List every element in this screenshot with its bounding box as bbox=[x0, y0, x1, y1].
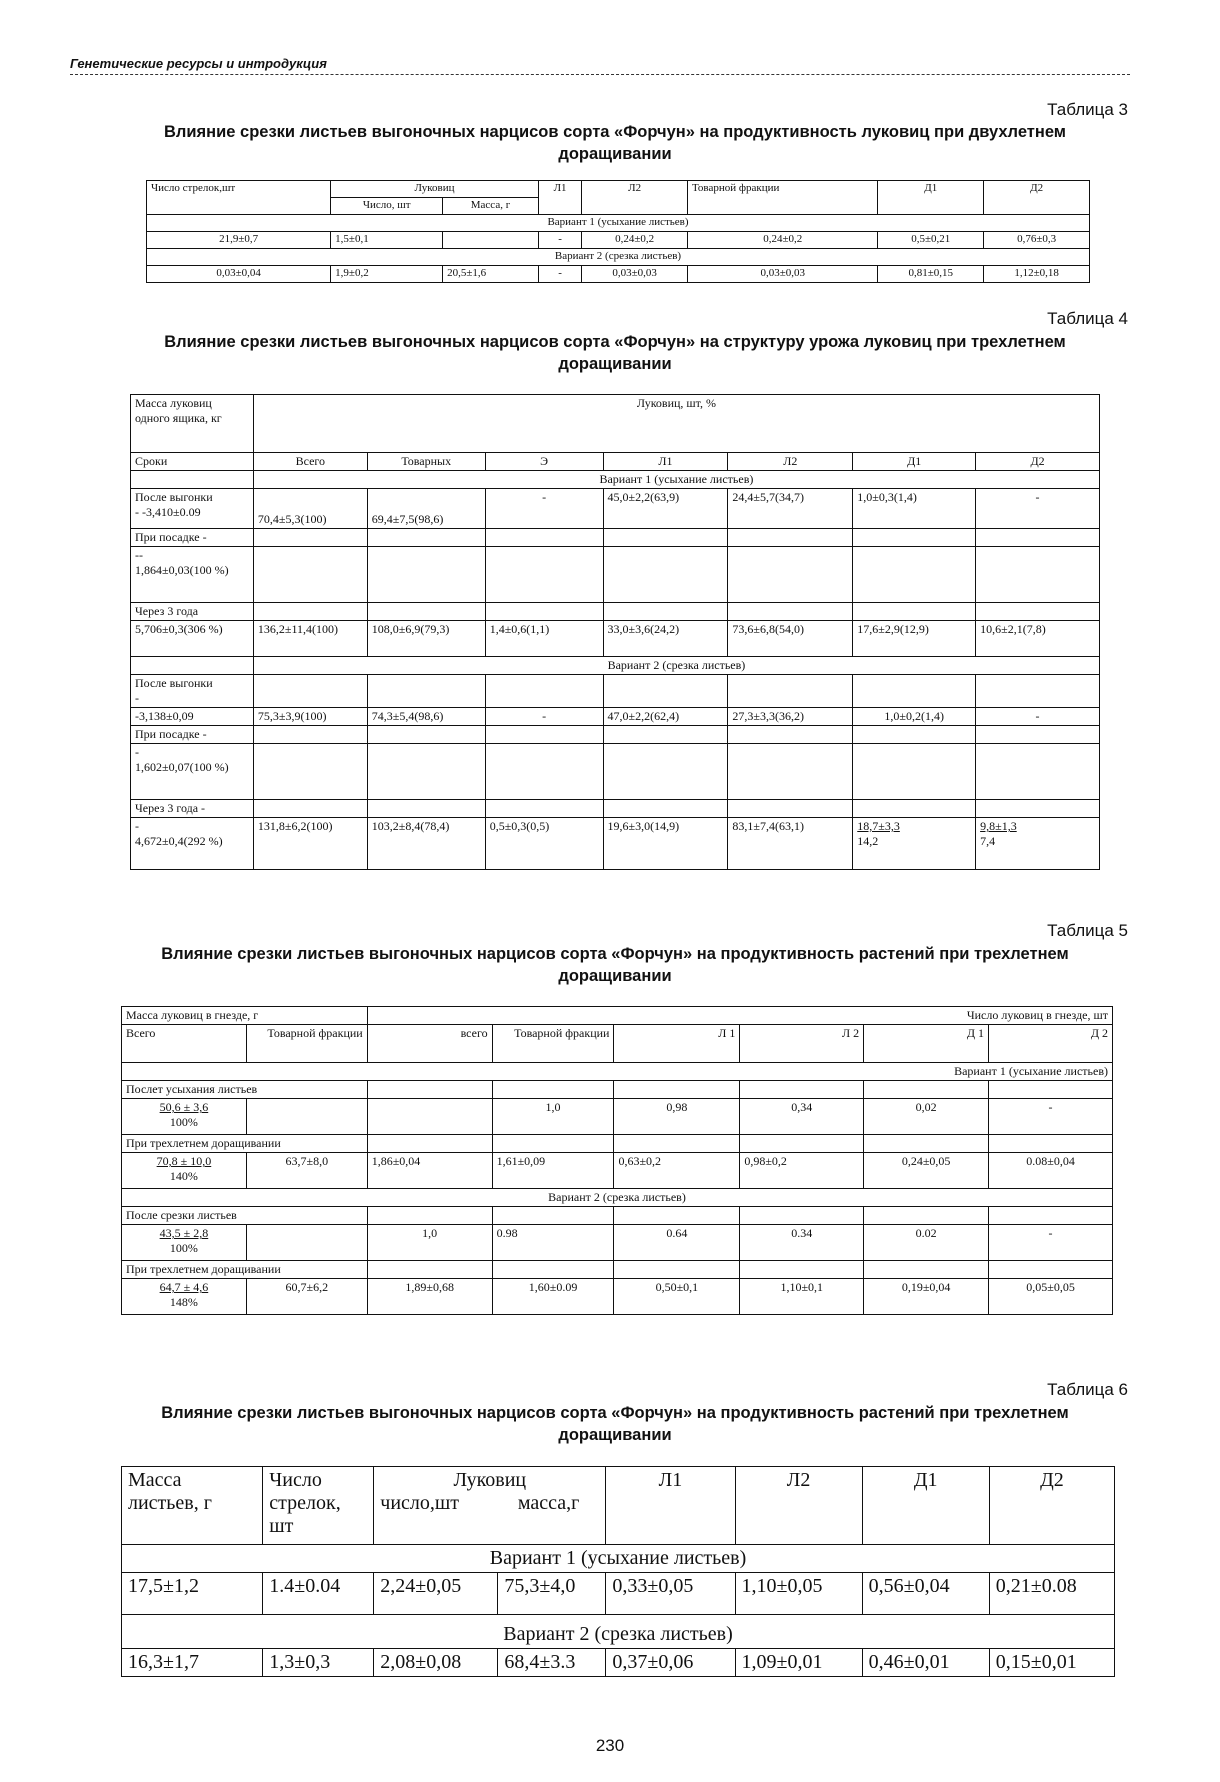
table-cell: 1,10±0,1 bbox=[740, 1279, 864, 1315]
t4-h-vsego: Всего bbox=[253, 453, 367, 471]
t5-h-tovar1: Товарной фракции bbox=[246, 1025, 367, 1063]
t3-h-strelok: Число стрелок,шт bbox=[147, 181, 331, 215]
table-cell bbox=[443, 232, 539, 249]
table-cell: 19,6±3,0(14,9) bbox=[603, 818, 728, 870]
table-cell: 1,60±0.09 bbox=[492, 1279, 614, 1315]
table-cell: - bbox=[538, 266, 581, 283]
table-cell: 70,4±5,3(100) bbox=[253, 489, 367, 529]
t6-variant1: Вариант 1 (усыхание листьев) bbox=[122, 1545, 1115, 1573]
table-cell: 0,5±0,21 bbox=[878, 232, 984, 249]
table5-title: Влияние срезки листьев выгоночных нарцисов сорта «Форчун» на продуктивность растений при трехлетнем доращивании bbox=[161, 945, 1069, 985]
table-cell: - bbox=[976, 489, 1100, 529]
table-cell: 75,3±3,9(100) bbox=[253, 708, 367, 726]
table-cell bbox=[367, 1099, 492, 1135]
table-cell: 1,09±0,01 bbox=[735, 1649, 862, 1677]
t4-h-l2: Л2 bbox=[728, 453, 853, 471]
table-cell: 1,3±0,3 bbox=[263, 1649, 374, 1677]
table-cell: 9,8±1,3 7,4 bbox=[976, 818, 1100, 870]
t4-h-d2: Д2 bbox=[976, 453, 1100, 471]
table-cell: 0,98±0,2 bbox=[740, 1153, 864, 1189]
table-cell: 1,89±0,68 bbox=[367, 1279, 492, 1315]
table-cell: 0,19±0,04 bbox=[864, 1279, 989, 1315]
t4-v1-3years-label: Через 3 года bbox=[131, 603, 254, 621]
table-cell: 18,7±3,3 14,2 bbox=[853, 818, 976, 870]
table-cell: 0,21±0.08 bbox=[989, 1573, 1114, 1615]
table-cell: 16,3±1,7 bbox=[122, 1649, 263, 1677]
t6-variant2: Вариант 2 (срезка листьев) bbox=[122, 1615, 1115, 1649]
t4-h-e: Э bbox=[485, 453, 603, 471]
table-cell: 0.34 bbox=[740, 1225, 864, 1261]
t6-h-d2: Д2 bbox=[989, 1467, 1114, 1545]
t3-h-l2: Л2 bbox=[582, 181, 688, 215]
t3-h-d1: Д1 bbox=[878, 181, 984, 215]
t4-variant1: Вариант 1 (усыхание листьев) bbox=[253, 471, 1099, 489]
table-cell: 0,03±0,03 bbox=[582, 266, 688, 283]
table-cell: 63,7±8,0 bbox=[246, 1153, 367, 1189]
t3-h-lukovits: Луковиц bbox=[331, 181, 539, 198]
table-cell: 74,3±5,4(98,6) bbox=[367, 708, 485, 726]
table-cell: 0,63±0,2 bbox=[614, 1153, 740, 1189]
t6-h-l1: Л1 bbox=[606, 1467, 735, 1545]
t3-h-tovar: Товарной фракции bbox=[688, 181, 878, 215]
table4-title: Влияние срезки листьев выгоночных нарцисов сорта «Форчун» на структуру урожа луковиц при трехлетнем доращивании bbox=[164, 333, 1066, 373]
table-cell: 0,50±0,1 bbox=[614, 1279, 740, 1315]
t5-s1-mass: 50,6 ± 3,6 100% bbox=[122, 1099, 247, 1135]
table4-label: Таблица 4 bbox=[1047, 309, 1128, 328]
t4-v2-after-forcing-mass: -3,138±0,09 bbox=[131, 708, 254, 726]
table-cell: 0,24±0,2 bbox=[582, 232, 688, 249]
table-cell: - bbox=[538, 232, 581, 249]
table-cell: 108,0±6,9(79,3) bbox=[367, 621, 485, 657]
t4-v1-planting-label: При посадке - bbox=[131, 529, 254, 547]
t5-h-vsego2: всего bbox=[367, 1025, 492, 1063]
table-cell: 0,03±0,04 bbox=[147, 266, 331, 283]
table3-label: Таблица 3 bbox=[1047, 100, 1128, 119]
table-cell: 2,08±0,08 bbox=[374, 1649, 498, 1677]
table-cell: 0,76±0,3 bbox=[984, 232, 1090, 249]
t6-h-strelok: Число стрелок, шт bbox=[263, 1467, 374, 1545]
table-cell: 0,33±0,05 bbox=[606, 1573, 735, 1615]
table-cell: 24,4±5,7(34,7) bbox=[728, 489, 853, 529]
table-cell: 1,0±0,3(1,4) bbox=[853, 489, 976, 529]
table-cell: 1,86±0,04 bbox=[367, 1153, 492, 1189]
t4-h-lukovits: Луковиц, шт, % bbox=[253, 395, 1099, 453]
table-cell: 1,61±0,09 bbox=[492, 1153, 614, 1189]
table-cell: 0,24±0,2 bbox=[688, 232, 878, 249]
t3-h-massa: Масса, г bbox=[443, 198, 539, 215]
t4-v2-planting-mass: - 1,602±0,07(100 %) bbox=[131, 744, 254, 800]
table-cell: 1.4±0.04 bbox=[263, 1573, 374, 1615]
t3-variant2: Вариант 2 (срезка листьев) bbox=[147, 249, 1090, 266]
table-cell: 0,24±0,05 bbox=[864, 1153, 989, 1189]
table-cell: 136,2±11,4(100) bbox=[253, 621, 367, 657]
table-cell: 1,0 bbox=[492, 1099, 614, 1135]
table-cell: 1,5±0,1 bbox=[331, 232, 443, 249]
table-cell: 0,03±0,03 bbox=[688, 266, 878, 283]
t5-s1-label: Послет усыхания листьев bbox=[122, 1081, 368, 1099]
table5-label: Таблица 5 bbox=[1047, 921, 1128, 940]
table-cell: 0,05±0,05 bbox=[989, 1279, 1113, 1315]
t5-h-tovar2: Товарной фракции bbox=[492, 1025, 614, 1063]
table6-label: Таблица 6 bbox=[1047, 1380, 1128, 1399]
table-cell: 103,2±8,4(78,4) bbox=[367, 818, 485, 870]
table-cell: 1,12±0,18 bbox=[984, 266, 1090, 283]
running-header: Генетические ресурсы и интродукция bbox=[70, 56, 1130, 75]
t5-h-chislo: Число луковиц в гнезде, шт bbox=[367, 1007, 1112, 1025]
t4-v2-3years-label: Через 3 года - bbox=[131, 800, 254, 818]
t5-s2-label: При трехлетнем доращивании bbox=[122, 1135, 368, 1153]
t4-h-l1: Л1 bbox=[603, 453, 728, 471]
t6-h-l2: Л2 bbox=[735, 1467, 862, 1545]
table-cell: 10,6±2,1(7,8) bbox=[976, 621, 1100, 657]
t5-h-l1: Л 1 bbox=[614, 1025, 740, 1063]
t4-h-tovarnyh: Товарных bbox=[367, 453, 485, 471]
t4-v2-after-forcing-label: После выгонки - bbox=[131, 675, 254, 708]
table-cell: 0,81±0,15 bbox=[878, 266, 984, 283]
t3-h-chislo: Число, шт bbox=[331, 198, 443, 215]
t4-v1-planting-mass: -- 1,864±0,03(100 %) bbox=[131, 547, 254, 603]
table6 bbox=[121, 1466, 1115, 1677]
t6-h-lukovits: Луковиц число,шт масса,г bbox=[374, 1467, 606, 1545]
t5-s3-mass: 43,5 ± 2,8 100% bbox=[122, 1225, 247, 1261]
table-cell: - bbox=[989, 1225, 1113, 1261]
table-cell: 0.02 bbox=[864, 1225, 989, 1261]
t6-h-massa: Масса листьев, г bbox=[122, 1467, 263, 1545]
table-cell: 17,6±2,9(12,9) bbox=[853, 621, 976, 657]
t4-v1-3years-mass: 5,706±0,3(306 %) bbox=[131, 621, 254, 657]
page-number: 230 bbox=[595, 1736, 625, 1755]
table-cell: 20,5±1,6 bbox=[443, 266, 539, 283]
table-cell: 0,56±0,04 bbox=[862, 1573, 989, 1615]
table5 bbox=[121, 1006, 1113, 1315]
table-cell: - bbox=[485, 708, 603, 726]
t5-h-massa: Масса луковиц в гнезде, г bbox=[122, 1007, 368, 1025]
t5-s4-label: При трехлетнем доращивании bbox=[122, 1261, 368, 1279]
table4 bbox=[130, 394, 1100, 870]
table-cell: 1,9±0,2 bbox=[331, 266, 443, 283]
table-cell: 33,0±3,6(24,2) bbox=[603, 621, 728, 657]
t5-variant2: Вариант 2 (срезка листьев) bbox=[122, 1189, 1113, 1207]
table-cell bbox=[246, 1099, 367, 1135]
table-cell: 1,0 bbox=[367, 1225, 492, 1261]
t3-h-l1: Л1 bbox=[538, 181, 581, 215]
table-cell: 83,1±7,4(63,1) bbox=[728, 818, 853, 870]
t4-v2-planting-label: При посадке - bbox=[131, 726, 254, 744]
t5-s2-mass: 70,8 ± 10,0 140% bbox=[122, 1153, 247, 1189]
t4-h-sroki: Сроки bbox=[131, 453, 254, 471]
t5-h-d1: Д 1 bbox=[864, 1025, 989, 1063]
t5-s3-label: После срезки листьев bbox=[122, 1207, 368, 1225]
t5-variant1: Вариант 1 (усыхание листьев) bbox=[122, 1063, 1113, 1081]
t5-h-d2: Д 2 bbox=[989, 1025, 1113, 1063]
table-cell: 0,46±0,01 bbox=[862, 1649, 989, 1677]
table-cell: - bbox=[485, 489, 603, 529]
table-cell: 75,3±4,0 bbox=[498, 1573, 606, 1615]
table-cell: 0,34 bbox=[740, 1099, 864, 1135]
table-cell: 0,98 bbox=[614, 1099, 740, 1135]
table-cell: 73,6±6,8(54,0) bbox=[728, 621, 853, 657]
t4-variant2: Вариант 2 (срезка листьев) bbox=[253, 657, 1099, 675]
table-cell: 60,7±6,2 bbox=[246, 1279, 367, 1315]
table-cell: 131,8±6,2(100) bbox=[253, 818, 367, 870]
table-cell: 0,37±0,06 bbox=[606, 1649, 735, 1677]
table3-title: Влияние срезки листьев выгоночных нарцисов сорта «Форчун» на продуктивность луковиц при двухлетнем доращивании bbox=[164, 123, 1066, 163]
t4-v1-after-forcing: После выгонки - -3,410±0.09 bbox=[131, 489, 254, 529]
table-cell: - bbox=[976, 708, 1100, 726]
t5-h-vsego: Всего bbox=[122, 1025, 247, 1063]
table-cell: 17,5±1,2 bbox=[122, 1573, 263, 1615]
table-cell: 1,0±0,2(1,4) bbox=[853, 708, 976, 726]
table3 bbox=[146, 180, 1090, 283]
table-cell: 69,4±7,5(98,6) bbox=[367, 489, 485, 529]
table-cell: 0.64 bbox=[614, 1225, 740, 1261]
table6-title: Влияние срезки листьев выгоночных нарцисов сорта «Форчун» на продуктивность растений при трехлетнем доращивании bbox=[161, 1404, 1069, 1444]
table-cell: - bbox=[989, 1099, 1113, 1135]
t5-s4-mass: 64,7 ± 4,6 148% bbox=[122, 1279, 247, 1315]
table-cell: 27,3±3,3(36,2) bbox=[728, 708, 853, 726]
table-cell: 45,0±2,2(63,9) bbox=[603, 489, 728, 529]
table-cell: 0.98 bbox=[492, 1225, 614, 1261]
table-cell: 2,24±0,05 bbox=[374, 1573, 498, 1615]
t4-h-d1: Д1 bbox=[853, 453, 976, 471]
table-cell: 1,10±0,05 bbox=[735, 1573, 862, 1615]
table-cell: 0,15±0,01 bbox=[989, 1649, 1114, 1677]
table-cell: 0.08±0,04 bbox=[989, 1153, 1113, 1189]
t5-h-l2: Л 2 bbox=[740, 1025, 864, 1063]
table-cell: 0,02 bbox=[864, 1099, 989, 1135]
table-cell: 21,9±0,7 bbox=[147, 232, 331, 249]
t3-h-d2: Д2 bbox=[984, 181, 1090, 215]
t3-variant1: Вариант 1 (усыхание листьев) bbox=[147, 215, 1090, 232]
table-cell: 68,4±3.3 bbox=[498, 1649, 606, 1677]
t4-h-massa: Масса луковиц одного ящика, кг bbox=[131, 395, 254, 453]
table-cell: 47,0±2,2(62,4) bbox=[603, 708, 728, 726]
table-cell: 0,5±0,3(0,5) bbox=[485, 818, 603, 870]
t6-h-d1: Д1 bbox=[862, 1467, 989, 1545]
t4-v2-3years-mass: - 4,672±0,4(292 %) bbox=[131, 818, 254, 870]
table-cell bbox=[246, 1225, 367, 1261]
table-cell: 1,4±0,6(1,1) bbox=[485, 621, 603, 657]
